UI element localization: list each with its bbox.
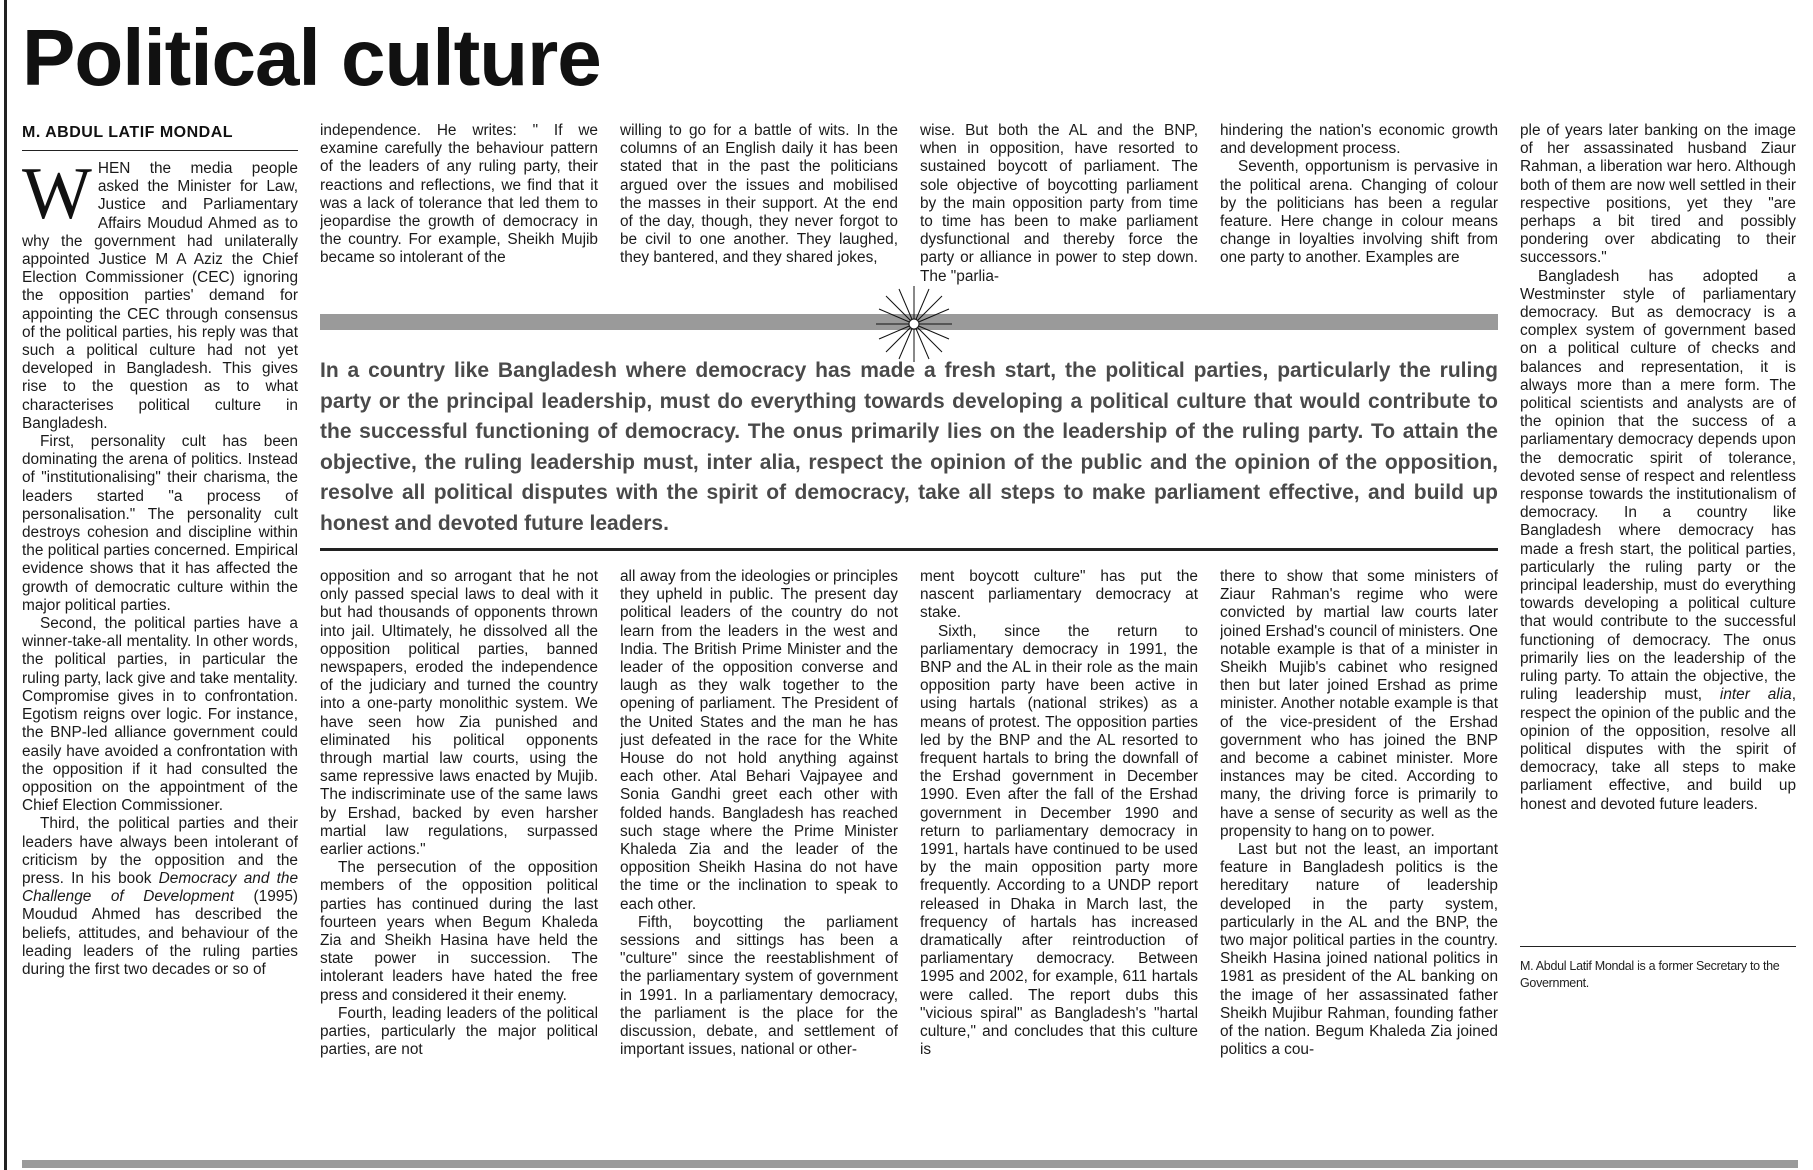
paragraph-fourth-point: Fourth, leading leaders of the political parties, particularly the major political parties, are not (320, 1004, 598, 1059)
paragraph: ment boycott culture" has put the nascent parliamentary democracy at stake. (920, 568, 1198, 622)
paragraph-seventh-point: Seventh, opportunism is pervasive in the political arena. Changing of colour by the politicians has been a regular feature. Here change in colour means change in loyalties involving shift from one party to another. Examples are (1220, 158, 1498, 267)
pullquote-bottom-rule (320, 548, 1498, 551)
paragraph-first-point: First, personality cult has been dominating the arena of politics. Instead of "institutionalising" their charisma, the leaders started "a process of personalisation." The personality cult destroys cohesion and discipline within the political parties concerned. Empirical evidence shows that it has affected the growth of democratic culture within the major political parties. (22, 433, 298, 614)
paragraph: hindering the nation's economic growth and development process. (1220, 122, 1498, 158)
article-column-3-top (620, 122, 898, 300)
book-title: Democracy and the Challenge of Development (22, 869, 298, 906)
article-column-4-top (920, 122, 1198, 300)
paragraph: The persecution of the opposition members of the opposition political parties has continued during the last fourteen years when Begum Khaleda Zia and Sheikh Hasina have held the state power in succession. The intolerant leaders have hated the free press and considered it their enemy. (320, 859, 598, 1004)
author-bio: M. Abdul Latif Mondal is a former Secretary to the Government. (1520, 959, 1780, 990)
pullquote: In a country like Bangladesh where democracy has made a fresh start, the political parties, particularly the ruling party or the principal leadership, must do everything towards developing a political culture that would contribute to the successful functioning of democracy. The onus primarily lies on the leadership of the ruling party. To attain the objective, the ruling leadership must, inter alia, respect the opinion of the public and the opinion of the opposition, resolve all political disputes with the spirit of democracy, take all steps to make parliament effective, and build up honest and devoted future leaders. (320, 359, 1498, 535)
bio-divider (1520, 946, 1796, 947)
article-column-5-bottom (1220, 568, 1498, 1156)
paragraph-last-point: Last but not the least, an important feature in Bangladesh politics is the hereditary nature of leadership developed in the party system, particularly in the AL and the BNP, the two major political parties in the country. Sheikh Hasina joined national politics in 1981 as president of the AL banking on the image of her assassinated father Sheikh Mujibur Rahman, founding father of the nation. Begum Khaleda Zia joined politics a cou- (1220, 841, 1498, 1059)
paragraph: ple of years later banking on the image of her assassinated husband Ziaur Rahman, a liberation war hero. Although both of them are now well settled in their respective positions, yet they "are perhaps a bit tired and possibly pondering over abdicating to their successors." (1520, 122, 1796, 267)
article-column-5-top (1220, 122, 1498, 300)
drop-cap: W (22, 160, 92, 235)
paragraph-third-point: Third, the political parties and their leaders have always been intolerant of criticism by the opposition and the press. In his book Democracy and the Challenge of Development (1995) Moudud Ahmed has described the beliefs, attitudes, and behaviour of the leading leaders of the ruling parties during the first two decades or so of (22, 815, 298, 978)
paragraph-second-point: Second, the political parties have a winner-take-all mentality. In other words, the political parties, in particular the ruling party, lack give and take mentality. Compromise gives in to confrontation. Egotism reigns over logic. For instance, the BNP-led alliance government could easily have avoided a confrontation with the opposition if it had consulted the opposition on the appointment of the Chief Election Commissioner. (22, 615, 298, 815)
article-column-2-top (320, 122, 598, 300)
paragraph-sixth-point: Sixth, since the return to parliamentary democracy in 1991, the BNP and the AL in their role as the main opposition party have been active in using hartals (national strikes) as a means of protest. The opposition parties led by the BNP and the AL resorted to frequent hartals to bring the downfall of the Ershad government in December 1990. Even after the fall of the Ershad government in December 1990 and return to parliamentary democracy in 1991, hartals have continued to be used by the main opposition party more frequently. According to a UNDP report released in Dhaka in March last, the frequency of hartals has increased dramatically after reintroduction of parliamentary democracy. Between 1995 and 2002, for example, 611 hartals were called. The report dubs this "vicious spiral" as Bangladesh's "hartal culture," and concludes that this culture is (920, 622, 1198, 1059)
bottom-band (22, 1160, 1798, 1168)
article-column-4-bottom (920, 568, 1198, 1156)
paragraph: willing to go for a battle of wits. In the columns of an English daily it has been stated that in the past the politicians argued over the issues and mobilised the masses in their support. At the end of the day, though, they never forgot to be civil to one another. They laughed, they bantered, and they shared jokes, (620, 122, 898, 267)
byline-divider (22, 150, 298, 151)
byline: M. ABDUL LATIF MONDAL (22, 124, 234, 141)
paragraph-conclusion: Bangladesh has adopted a Westminster style of parliamentary democracy. But as democracy is a complex system of government based on a political culture of checks and balances and representation, it is always more than a mere form. The political scientists and analysts are of the opinion that the success of a parliamentary democracy depends upon the democratic spirit of tolerance, devoted sense of respect and relentless response towards the institutionalism of democracy. In a country like Bangladesh where democracy has made a fresh start, the political parties, particularly the ruling party or the principal leadership, must do everything towards developing a political culture that would contribute to the successful functioning of democracy. The onus primarily lies on the leadership of the ruling party. To attain the objective, the ruling leadership must, inter alia, respect the opinion of the public and the opinion of the opposition, resolve all political disputes with the spirit of democracy, take all steps to make parliament effective, and build up honest and devoted future leaders. (1520, 267, 1796, 813)
article-column-2-bottom (320, 568, 598, 1156)
article-column-6 (1520, 122, 1796, 932)
paragraph: wise. But both the AL and the BNP, when in opposition, have resorted to sustained boycott of parliament. The sole objective of boycotting parliament by the main opposition party from time to time has been to make parliament dysfunctional and thereby force the party or alliance in power to step down. The "parlia- (920, 122, 1198, 285)
paragraph: all away from the ideologies or principles they upheld in public. The present day political leaders of the country do not learn from the leaders in the west and India. The British Prime Minister and the leader of the opposition converse and laugh as they walk together to the opening of parliament. The President of the United States and the man he has just defeated in the race for the White House do not hold anything against each other. Atal Behari Vajpayee and Sonia Gandhi greet each other with folded hands. Bangladesh has reached such stage where the Prime Minister Khaleda Zia and the leader of the opposition Sheikh Hasina do not have the time or the inclination to speak to each other. (620, 568, 898, 913)
article-column-1 (22, 160, 298, 1156)
paragraph: independence. He writes: " If we examine carefully the behaviour pattern of the leaders of any ruling party, their reactions and reflections, we find that it was a lack of tolerance that led them to jeopardise the growth of democracy in the country. For example, Sheikh Mujib became so intolerant of the (320, 122, 598, 267)
article-column-3-bottom (620, 568, 898, 1156)
starburst-icon (874, 284, 954, 364)
paragraph: opposition and so arrogant that he not only passed special laws to deal with it but had thousands of opponents thrown into jail. Ultimately, he dissolved all the opposition political parties, banned newspapers, eroded the independence of the judiciary and turned the country into a one-party monolithic system. We have seen how Zia punished and eliminated his political opponents through martial law courts, using the same repressive laws enacted by Mujib. The indiscriminate use of the same laws by Ershad, backed by even harsher martial law regulations, surpassed earlier actions." (320, 568, 598, 859)
paragraph-fifth-point: Fifth, boycotting the parliament sessions and sittings has been a "culture" since the reestablishment of the parliamentary system of government in 1991. In a parliamentary democracy, the parliament is the place for the discussion, debate, and settlement of important issues, national or other- (620, 913, 898, 1059)
page-title: Political culture (22, 13, 601, 102)
left-border-rule (4, 0, 7, 1170)
paragraph: there to show that some ministers of Ziaur Rahman's regime who were convicted by martial law courts later joined Ershad's council of ministers. One notable example is that of a minister in Sheikh Mujib's cabinet who resigned then but later joined Ershad as prime minister. Another notable example is that of the vice-president of the Ershad government who has joined the BNP and become a cabinet minister. More instances may be cited. According to many, the driving force is primarily to have a sense of security as well as the propensity to hang on to power. (1220, 568, 1498, 840)
paragraph-intro: WHEN the media people asked the Minister for Law, Justice and Parliamentary Affairs Moudud Ahmed as to why the government had unilaterally appointed Justice M A Aziz the Chief Election Commissioner (CEC) ignoring the opposition parties' demand for appointing the CEC through consensus of the political parties, his reply was that such a political culture had not yet developed in Bangladesh. This gives rise to the question as to what characterises political culture in Bangladesh. (22, 160, 298, 432)
